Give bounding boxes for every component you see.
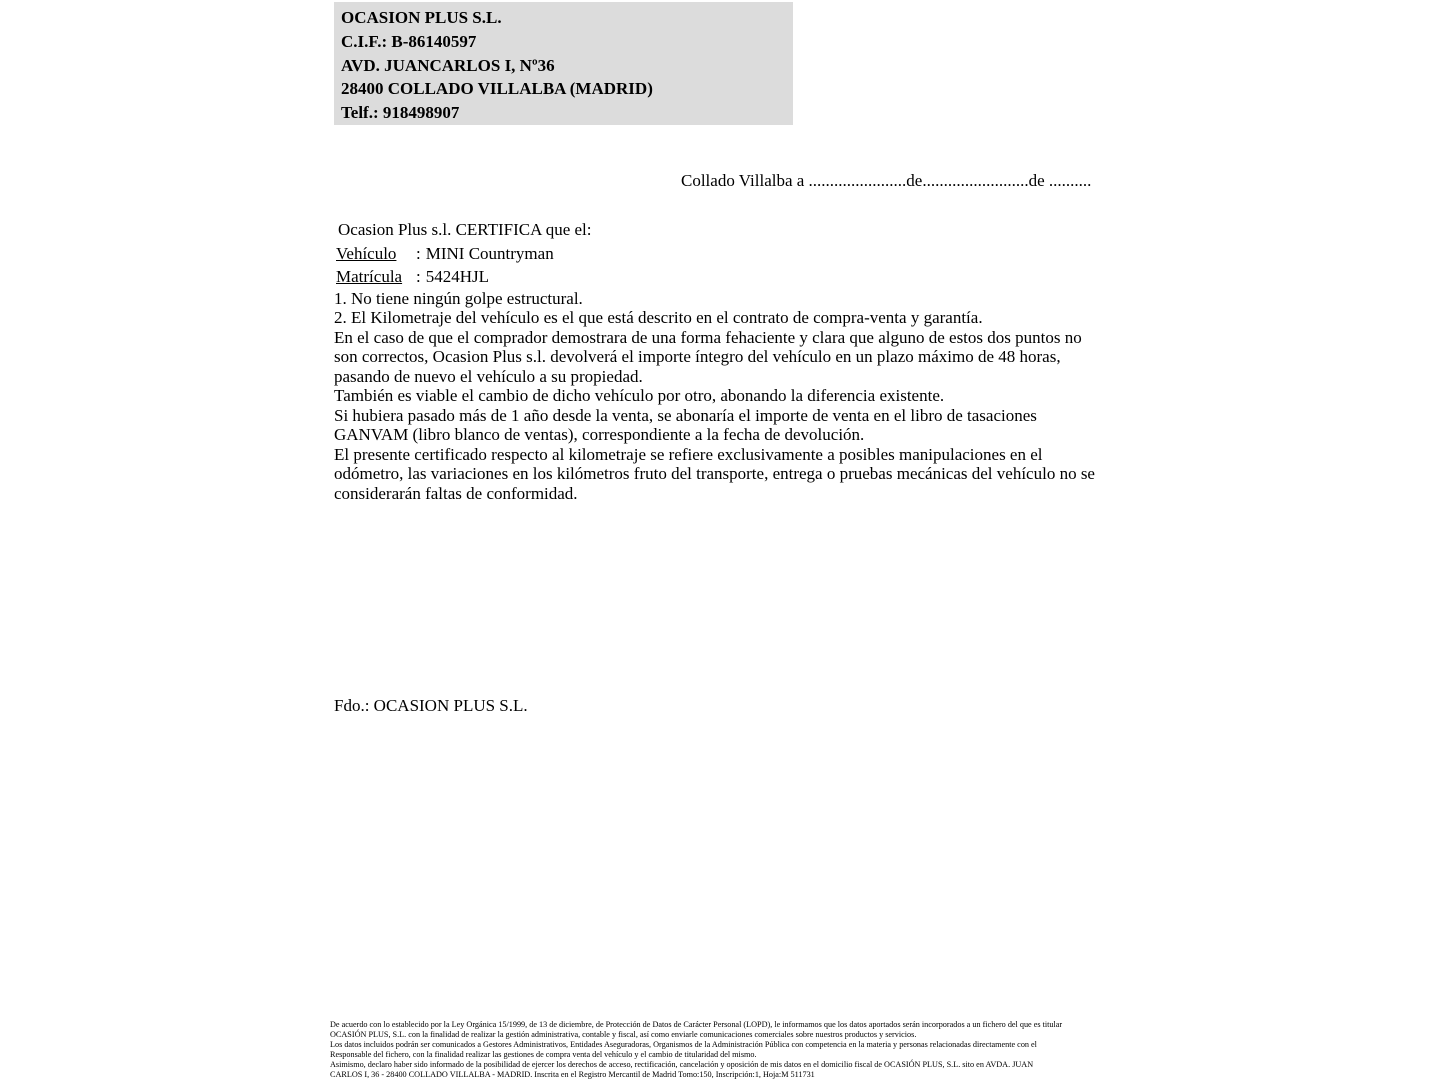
plate-label: Matrícula: [336, 267, 403, 286]
legal-footer-line: De acuerdo con lo establecido por la Ley Orgánica 15/1999, de 13 de diciembre, de Protección de Datos de Carácter Personal (LOPD), le informamos que los datos aportados serán incorporados a un fichero del que es titular: [330, 1020, 1063, 1029]
certificate-intro: Ocasion Plus s.l. CERTIFICA que el:: [338, 220, 592, 239]
legal-footer-line: CARLOS I, 36 - 28400 COLLADO VILLALBA - MADRID. Inscrita en el Registro Mercantil de Madrid Tomo:150, Inscripción:1, Hoja:M 511731: [330, 1069, 815, 1079]
paragraph-odometer: El presente certificado respecto al kilometraje se refiere exclusivamente a posibles manipulaciones en el odómetro, las variaciones en los kilómetros fruto del transporte, entrega o pruebas mecánicas del vehículo no se considerarán faltas de conformidad.: [334, 444, 1095, 503]
company-address: AVD. JUANCARLOS I, Nº36: [341, 55, 555, 75]
legal-footer: [330, 1020, 1120, 1079]
vehicle-colon: :: [416, 243, 421, 263]
paragraph-ganvam: Si hubiera pasado más de 1 año desde la venta, se abonaría el importe de venta en el libro de tasaciones GANVAM (libro blanco de ventas), correspondiente a la fecha de devolución.: [334, 405, 1037, 444]
plate-field-row: [334, 265, 1096, 289]
paragraph-refund: En el caso de que el comprador demostrara de una forma fehaciente y clara que alguno de estos dos puntos no son correctos, Ocasion Plus s.l. devolverá el importe íntegro del vehículo en un plazo máximo de 48 horas, pasando de nuevo el vehículo a su propiedad.: [334, 327, 1082, 386]
condition-point-2: 2. El Kilometraje del vehículo es el que está descrito en el contrato de compra-venta y garantía.: [334, 308, 983, 327]
paragraph-exchange: También es viable el cambio de dicho vehículo por otro, abonando la diferencia existente.: [334, 386, 945, 405]
company-city: 28400 COLLADO VILLALBA (MADRID): [341, 79, 653, 99]
company-cif: C.I.F.: B-86140597: [341, 31, 477, 51]
vehicle-label: Vehículo: [336, 243, 397, 263]
legal-footer-line: Los datos incluidos podrán ser comunicados a Gestores Administrativos, Entidades Aseguradoras, Organismos de la Administración Pública con competencia en la materia y personas relacionadas directamente con el: [330, 1039, 1037, 1049]
vehicle-field-row: [334, 242, 1096, 266]
legal-footer-line: Asimismo, declaro haber sido informado de la posibilidad de ejercer los derechos de acceso, rectificación, cancelación y oposición de mis datos en el domicilio fiscal de OCASIÓN PLUS, S.L. sito en AVDA. JUAN: [330, 1059, 1034, 1069]
company-phone: Telf.: 918498907: [341, 103, 460, 123]
signature-line: Fdo.: OCASION PLUS S.L.: [334, 696, 528, 715]
legal-footer-line: Responsable del fichero, con la finalidad realizar las gestiones de compra venta del vehículo y el cambio de titularidad del mismo.: [330, 1049, 757, 1059]
plate-value: 5424HJL: [425, 267, 490, 286]
company-name: OCASION PLUS S.L.: [341, 8, 502, 27]
date-place-line: Collado Villalba a .......................de.........................de ..........: [681, 171, 1092, 190]
legal-footer-line: OCASIÓN PLUS, S.L. con la finalidad de realizar la gestión administrativa, contable y fiscal, así como enviarle comunicaciones comerciales sobre nuestros productos y servicios.: [330, 1029, 917, 1039]
vehicle-value: MINI Countryman: [425, 243, 554, 263]
certificate-body: [334, 218, 1096, 716]
condition-point-1: 1. No tiene ningún golpe estructural.: [334, 288, 583, 308]
plate-colon: :: [416, 267, 421, 286]
letterhead: [334, 2, 793, 125]
